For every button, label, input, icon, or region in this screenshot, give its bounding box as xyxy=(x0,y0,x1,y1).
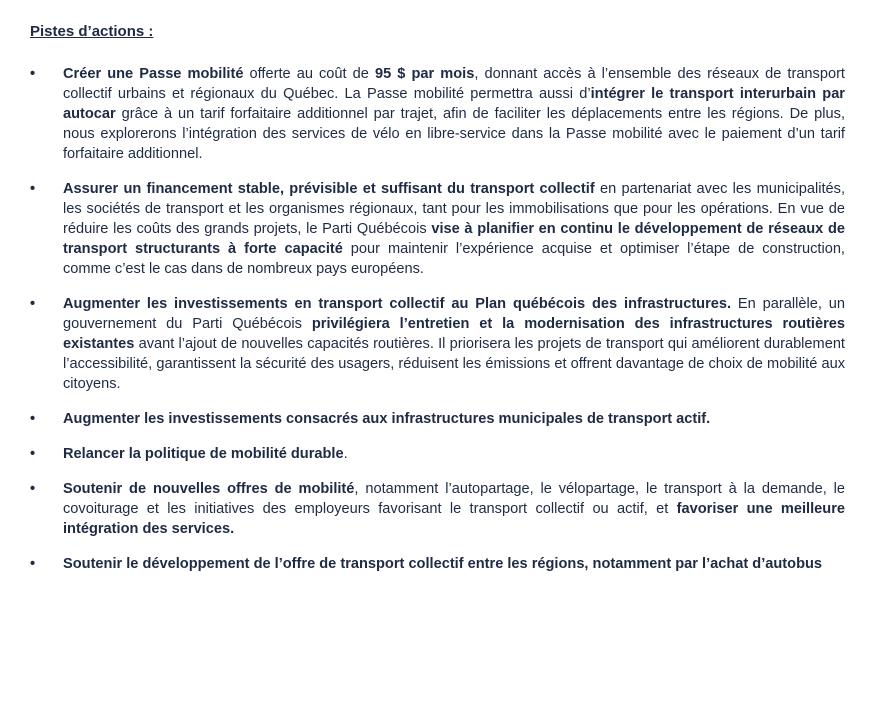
text-segment: , notamment l’autopartage, le vélopartage, le transport à la demande, le covoiturage et les initiatives des employeurs favorisant le transport collectif ou actif, et xyxy=(63,481,845,517)
item-text xyxy=(63,411,710,427)
text-segment: Relancer la politique de mobilité durable xyxy=(63,446,344,462)
bullet-icon: • xyxy=(30,411,36,427)
item-text xyxy=(63,66,845,162)
list-item xyxy=(30,179,845,279)
text-segment: Augmenter les investissements en transport collectif au Plan québécois des infrastructures. xyxy=(63,296,732,312)
text-segment: en partenariat avec les municipalités, les sociétés de transport et les organismes régionaux, tant pour les immobilisations que pour les opérations. En vue de réduire les coûts des grands projets, le Parti Québécois xyxy=(63,181,845,237)
text-segment: Créer une Passe mobilité xyxy=(63,66,244,82)
text-segment: Soutenir le développement de l’offre de transport collectif entre les régions, notamment par l’achat d’autobus xyxy=(63,556,823,572)
text-segment: privilégiera l’entretien et la modernisation des infrastructures routières existantes xyxy=(63,316,845,352)
list-item xyxy=(30,479,845,539)
text-segment: En parallèle, un gouvernement du Parti Québécois xyxy=(63,296,845,332)
text-segment: Augmenter les investissements consacrés aux infrastructures municipales de transport actif. xyxy=(63,411,711,427)
text-segment: offerte au coût de xyxy=(243,66,375,82)
item-text xyxy=(63,181,845,277)
text-segment: pour maintenir l’expérience acquise et optimiser l’étape de construction, comme c’est le cas dans de nombreux pays européens. xyxy=(63,241,845,277)
bullet-icon: • xyxy=(30,481,36,497)
list-item xyxy=(30,64,845,164)
bullet-icon: • xyxy=(30,296,36,312)
list-item xyxy=(30,444,845,464)
action-list xyxy=(30,64,845,574)
text-segment: grâce à un tarif forfaitaire additionnel par trajet, afin de faciliter les déplacements entre les régions. De plus, nous explorerons l’intégration des services de vélo en libre-service dans la Passe mobilité avec le paiement d’un tarif forfaitaire additionnel. xyxy=(63,106,845,162)
document-page xyxy=(30,22,845,589)
bullet-icon: • xyxy=(30,446,36,462)
text-segment: avant l’ajout de nouvelles capacités routières. Il priorisera les projets de transport qui améliorent durablement l’accessibilité, garantissent la sécurité des usagers, réduisent les émissions et offrent davantage de choix de mobilité aux citoyens. xyxy=(63,336,845,392)
item-text xyxy=(63,296,845,392)
bullet-icon: • xyxy=(30,66,36,82)
text-segment: vise à planifier en continu le développement de réseaux de transport structurants à forte capacité xyxy=(63,221,845,257)
item-text xyxy=(63,556,822,572)
list-item xyxy=(30,409,845,429)
bullet-icon: • xyxy=(30,556,36,572)
section-heading: Pistes d’actions : xyxy=(30,23,154,40)
bullet-icon: • xyxy=(30,181,36,197)
text-segment: Assurer un financement stable, prévisible et suffisant du transport collectif xyxy=(63,181,595,197)
text-segment: Soutenir de nouvelles offres de mobilité xyxy=(63,481,355,497)
item-text xyxy=(63,481,845,537)
item-text xyxy=(63,446,348,462)
text-segment: favoriser une meilleure intégration des services. xyxy=(63,501,845,537)
text-segment: intégrer le transport interurbain par autocar xyxy=(63,86,845,122)
text-segment: . xyxy=(343,446,348,462)
list-item xyxy=(30,294,845,394)
text-segment: , donnant accès à l’ensemble des réseaux de transport collectif urbains et régionaux du Québec. La Passe mobilité permettra aussi d’ xyxy=(63,66,845,102)
text-segment: 95 $ par mois xyxy=(374,66,475,82)
list-item xyxy=(30,554,845,574)
